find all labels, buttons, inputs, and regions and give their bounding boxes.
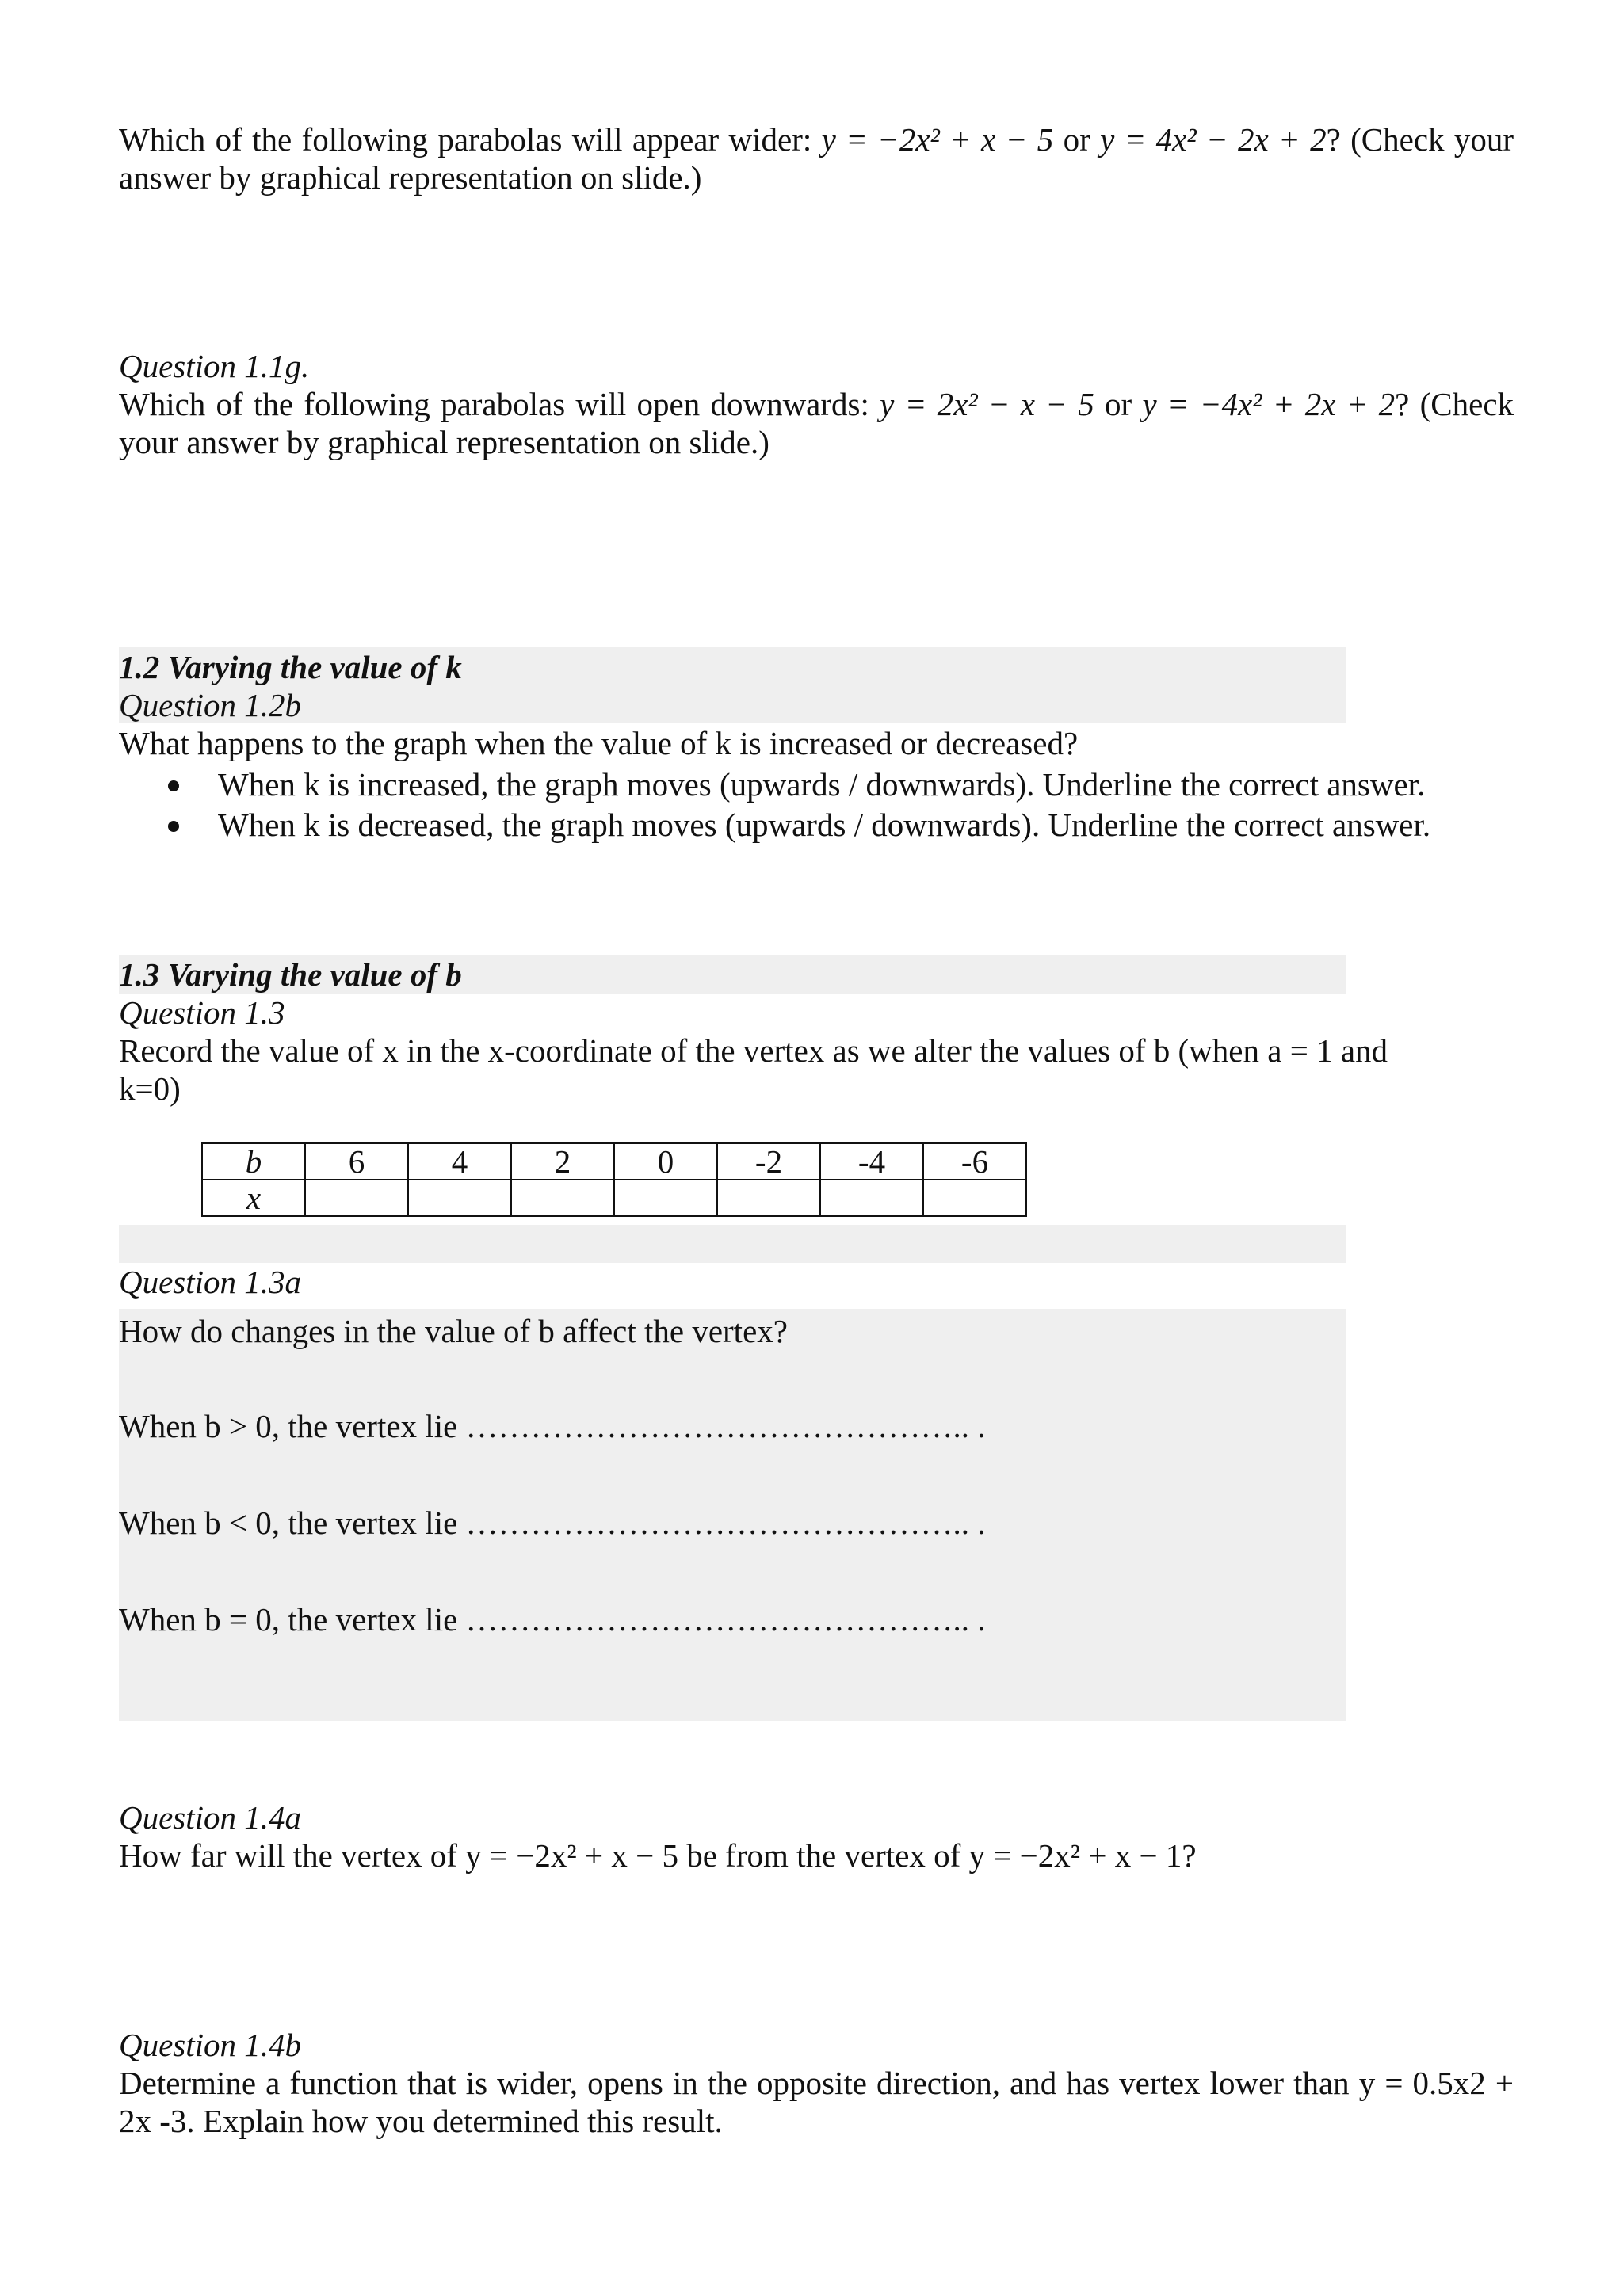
table-cell-blank[interactable]: [614, 1180, 717, 1216]
section-1-2-heading: 1.2 Varying the value of k: [119, 649, 462, 685]
list-item: [119, 765, 1430, 805]
q1g-equation-2: y = −4x² + 2x + 2: [1142, 386, 1396, 422]
answer-line-b-negative: When b < 0, the vertex lie ……………………………………….. .: [119, 1505, 986, 1541]
q1g-text-end: ? (Check your answer by graphical representation on slide.): [119, 386, 1514, 460]
question-1-4b-text: Determine a function that is wider, opens in the opposite direction, and has vertex lower than y = 0.5x2 + 2x -3. Explain how you determined this result.: [119, 2065, 1514, 2139]
question-1-3-text: Record the value of x in the x-coordinate of the vertex as we alter the values of b (when a = 1 and k=0): [119, 1032, 1388, 1107]
q1f-equation-2: y = 4x² − 2x + 2: [1100, 121, 1327, 158]
question-1-2b-label: Question 1.2b: [119, 687, 302, 723]
table-cell-blank[interactable]: [717, 1180, 820, 1216]
question-1-4b-label: Question 1.4b: [119, 2027, 302, 2063]
bullet-text: When k is decreased, the graph moves (upwards / downwards). Underline the correct answer.: [218, 807, 1431, 843]
table-header-cell: x: [202, 1180, 305, 1216]
table-cell-blank[interactable]: [923, 1180, 1026, 1216]
q1f-text-end: ? (Check your answer by graphical representation on slide.): [119, 121, 1514, 196]
question-1-1g-text: [119, 385, 1514, 461]
table-cell-blank[interactable]: [820, 1180, 923, 1216]
answer-line-b-positive: When b > 0, the vertex lie ……………………………………….. .: [119, 1408, 986, 1444]
q1f-or: or: [1053, 121, 1101, 158]
table-cell: -4: [820, 1143, 923, 1180]
table-cell-blank[interactable]: [511, 1180, 614, 1216]
bullet-icon: [168, 821, 179, 832]
bullet-text: When k is increased, the graph moves (upwards / downwards). Underline the correct answer.: [218, 766, 1426, 803]
bullet-icon: [168, 780, 179, 791]
question-1-4a-text: How far will the vertex of y = −2x² + x − 5 be from the vertex of y = −2x² + x − 1?: [119, 1837, 1197, 1874]
q1g-or: or: [1094, 386, 1143, 422]
table-cell-blank[interactable]: [408, 1180, 511, 1216]
q1g-equation-1: y = 2x² − x − 5: [880, 386, 1094, 422]
question-1-3-label: Question 1.3: [119, 994, 285, 1031]
table-cell: 0: [614, 1143, 717, 1180]
question-1-3a-top-shade: [119, 1225, 1346, 1263]
q1g-text-start: Which of the following parabolas will open downwards:: [119, 386, 880, 422]
question-1-2b-text: What happens to the graph when the value of k is increased or decreased?: [119, 725, 1079, 761]
question-1-1g-label: Question 1.1g.: [119, 348, 310, 384]
table-cell: 2: [511, 1143, 614, 1180]
question-1-3a-label: Question 1.3a: [119, 1264, 302, 1300]
q1f-text-start: Which of the following parabolas will appear wider:: [119, 121, 822, 158]
q1f-equation-1: y = −2x² + x − 5: [821, 121, 1054, 158]
table-cell: 4: [408, 1143, 511, 1180]
question-1-4a-label: Question 1.4a: [119, 1799, 302, 1836]
table-header-cell: b: [202, 1143, 305, 1180]
question-1-3a-text: How do changes in the value of b affect the vertex?: [119, 1313, 788, 1349]
b-values-table: [201, 1142, 1027, 1217]
table-row: [202, 1143, 1026, 1180]
question-1-1f-text: [119, 120, 1514, 196]
table-cell: 6: [305, 1143, 408, 1180]
table-row: [202, 1180, 1026, 1216]
question-1-2b-bullets: [119, 765, 1430, 845]
answer-line-b-zero: When b = 0, the vertex lie ……………………………………….. .: [119, 1601, 986, 1638]
table-cell: -2: [717, 1143, 820, 1180]
table-cell: -6: [923, 1143, 1026, 1180]
list-item: [119, 805, 1430, 845]
section-1-3-heading: 1.3 Varying the value of b: [119, 956, 462, 993]
table-cell-blank[interactable]: [305, 1180, 408, 1216]
